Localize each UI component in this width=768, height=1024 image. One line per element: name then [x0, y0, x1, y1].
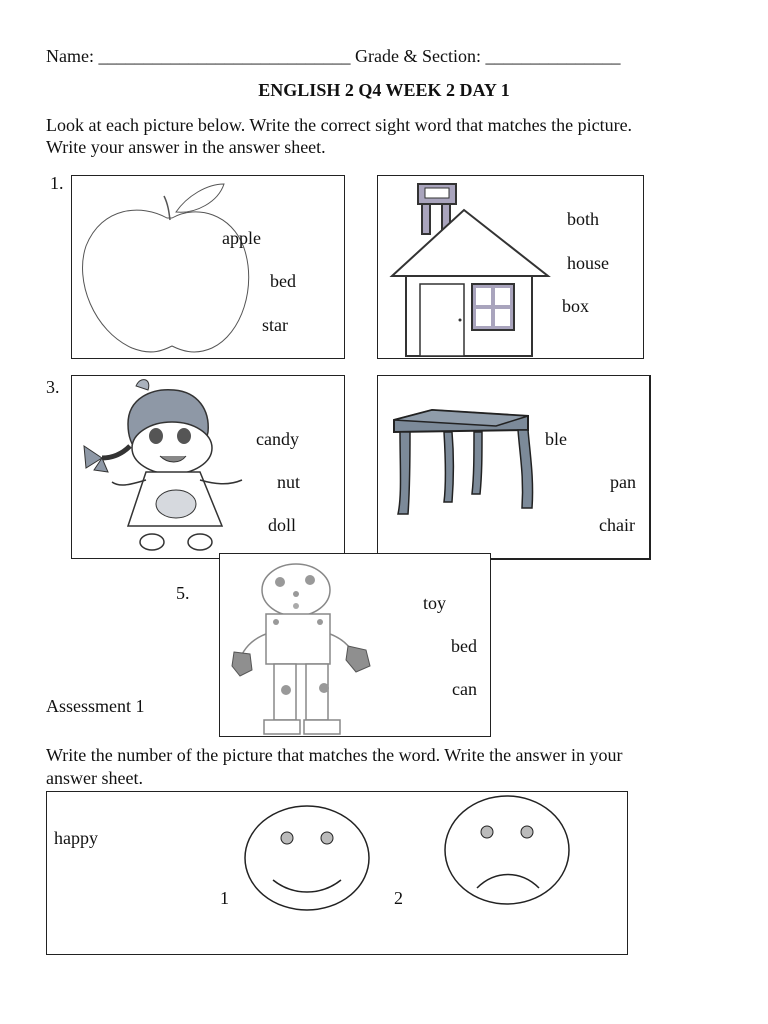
page-title: ENGLISH 2 Q4 WEEK 2 DAY 1 — [258, 80, 510, 100]
item-number-5: 5. — [176, 583, 190, 603]
assessment-instruction-1: Write the number of the picture that matches the word. Write the answer in your — [46, 745, 623, 765]
picture-box-house — [377, 175, 644, 359]
apple-icon — [72, 176, 344, 358]
picture-box-toy — [219, 553, 491, 737]
picture-box-table — [377, 375, 651, 560]
assessment-box — [46, 791, 628, 955]
grade-label: Grade & Section: — [354, 46, 481, 66]
doll-icon — [72, 376, 344, 558]
choice-both[interactable]: both — [567, 209, 600, 229]
assessment-heading: Assessment 1 — [46, 696, 145, 716]
picture-box-apple — [71, 175, 345, 359]
choice-pan[interactable]: pan — [610, 472, 636, 492]
choice-bed-2[interactable]: bed — [451, 636, 477, 656]
name-label: Name: — [46, 46, 94, 66]
choice-candy[interactable]: candy — [256, 429, 299, 449]
choice-table-clipped[interactable]: ble — [545, 429, 567, 449]
name-line — [46, 45, 620, 67]
choice-star[interactable]: star — [262, 315, 288, 335]
choice-can[interactable]: can — [452, 679, 477, 699]
choice-chair[interactable]: chair — [599, 515, 635, 535]
picture-box-doll — [71, 375, 345, 559]
choice-doll[interactable]: doll — [268, 515, 297, 535]
assessment-word: happy — [54, 828, 98, 848]
instruction-line-2: Write your answer in the answer sheet. — [46, 137, 326, 157]
face-number-2: 2 — [394, 888, 403, 908]
grade-blank[interactable]: _______________ — [485, 46, 621, 66]
choice-nut[interactable]: nut — [277, 472, 301, 492]
item-number-3: 3. — [46, 377, 60, 397]
choice-box[interactable]: box — [562, 296, 589, 316]
robot-toy-icon — [220, 554, 490, 736]
choice-apple[interactable]: apple — [222, 228, 261, 248]
name-blank[interactable]: ____________________________ — [98, 46, 351, 66]
happy-face-icon — [243, 804, 371, 912]
choice-toy[interactable]: toy — [423, 593, 447, 613]
item-number-1: 1. — [50, 173, 64, 193]
choice-bed[interactable]: bed — [270, 271, 296, 291]
assessment-instruction-2: answer sheet. — [46, 768, 143, 788]
instruction-line-1: Look at each picture below. Write the correct sight word that matches the picture. — [46, 115, 633, 135]
sad-face-icon — [443, 792, 571, 906]
choice-house[interactable]: house — [567, 253, 609, 273]
face-number-1: 1 — [220, 888, 229, 908]
